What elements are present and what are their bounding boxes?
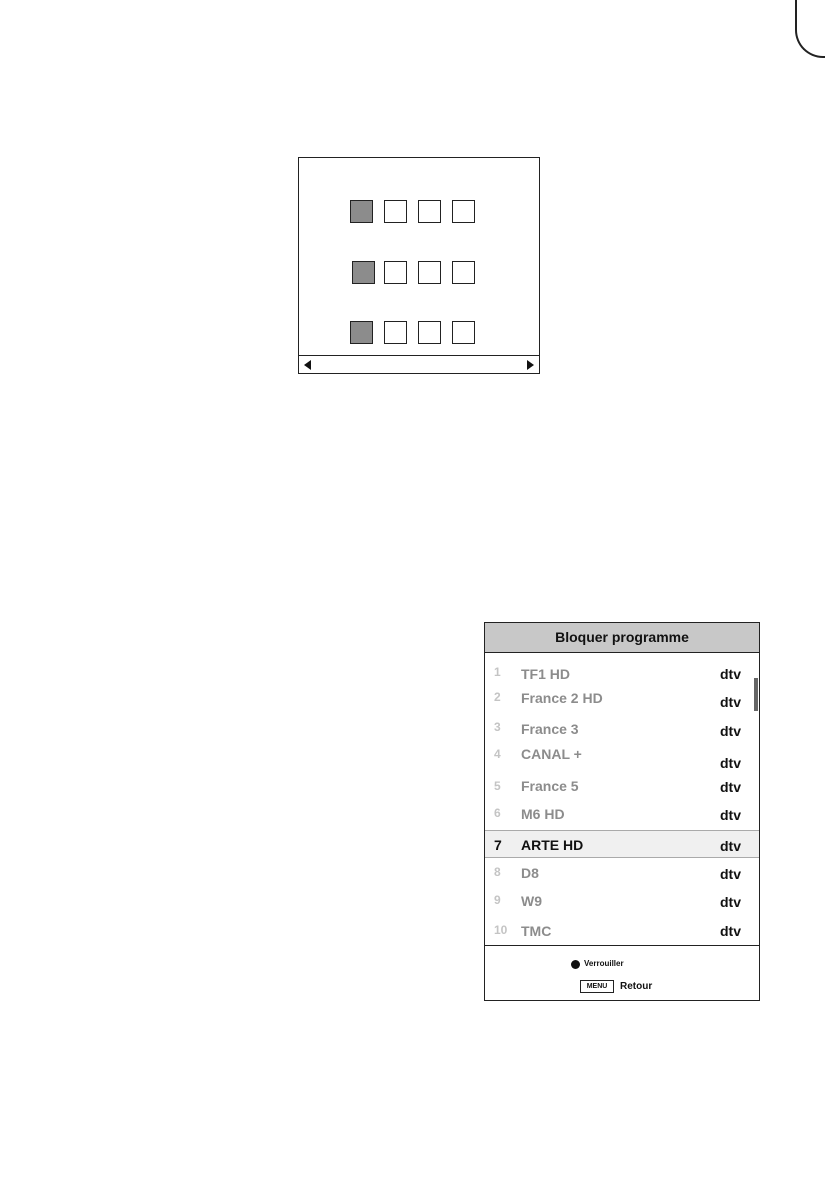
channel-row[interactable] bbox=[485, 661, 759, 689]
page-edge-decoration bbox=[795, 0, 825, 58]
record-dot-icon bbox=[571, 960, 580, 969]
channel-name: D8 bbox=[521, 865, 539, 881]
menu-title: Bloquer programme bbox=[485, 623, 759, 653]
pin-digit-box[interactable] bbox=[418, 200, 441, 223]
channel-row[interactable] bbox=[485, 830, 759, 858]
pin-digit-box[interactable] bbox=[418, 261, 441, 284]
channel-name: France 5 bbox=[521, 778, 579, 794]
channel-number: 2 bbox=[494, 690, 501, 704]
channel-name: France 3 bbox=[521, 721, 579, 737]
channel-source: dtv bbox=[720, 755, 741, 771]
channel-source: dtv bbox=[720, 694, 741, 710]
menu-key-icon[interactable]: MENU bbox=[580, 980, 614, 993]
menu-footer bbox=[485, 945, 759, 1000]
pin-entry-dialog bbox=[298, 157, 540, 374]
channel-row[interactable] bbox=[485, 860, 759, 888]
channel-source: dtv bbox=[720, 923, 741, 939]
channel-number: 10 bbox=[494, 923, 508, 937]
lock-program-menu bbox=[484, 622, 760, 1001]
pin-row-3 bbox=[350, 321, 480, 345]
channel-name: ARTE HD bbox=[521, 837, 584, 853]
arrow-left-icon[interactable] bbox=[304, 360, 311, 370]
channel-source: dtv bbox=[720, 894, 741, 910]
channel-source: dtv bbox=[720, 779, 741, 795]
channel-source: dtv bbox=[720, 866, 741, 882]
pin-digit-box[interactable] bbox=[350, 200, 373, 223]
channel-number: 3 bbox=[494, 720, 501, 734]
channel-number: 1 bbox=[494, 665, 501, 679]
channel-row[interactable] bbox=[485, 888, 759, 916]
channel-source: dtv bbox=[720, 666, 741, 682]
arrow-right-icon[interactable] bbox=[527, 360, 534, 370]
back-hint-label: Retour bbox=[620, 981, 653, 992]
pin-digit-box[interactable] bbox=[352, 261, 375, 284]
channel-name: TF1 HD bbox=[521, 666, 570, 682]
pin-digit-box[interactable] bbox=[350, 321, 373, 344]
pin-row-2 bbox=[352, 261, 482, 285]
channel-name: TMC bbox=[521, 923, 552, 939]
channel-source: dtv bbox=[720, 838, 741, 854]
pin-digit-box[interactable] bbox=[384, 200, 407, 223]
channel-name: M6 HD bbox=[521, 806, 565, 822]
channel-number: 7 bbox=[494, 837, 502, 853]
pin-digit-box[interactable] bbox=[452, 261, 475, 284]
channel-row[interactable] bbox=[485, 774, 759, 802]
channel-number: 5 bbox=[494, 779, 501, 793]
pin-digit-box[interactable] bbox=[452, 200, 475, 223]
pin-digit-box[interactable] bbox=[384, 261, 407, 284]
pin-digit-box[interactable] bbox=[418, 321, 441, 344]
pin-digit-box[interactable] bbox=[384, 321, 407, 344]
channel-name: France 2 HD bbox=[521, 690, 603, 706]
channel-row[interactable] bbox=[485, 717, 759, 745]
channel-source: dtv bbox=[720, 723, 741, 739]
pin-row-1 bbox=[350, 200, 480, 224]
channel-name: W9 bbox=[521, 893, 542, 909]
channel-number: 9 bbox=[494, 893, 501, 907]
channel-number: 6 bbox=[494, 806, 501, 820]
channel-row[interactable] bbox=[485, 688, 759, 716]
channel-name: CANAL + bbox=[521, 746, 582, 762]
channel-number: 4 bbox=[494, 747, 501, 761]
channel-number: 8 bbox=[494, 865, 501, 879]
channel-source: dtv bbox=[720, 807, 741, 823]
channel-row[interactable] bbox=[485, 917, 759, 945]
channel-row[interactable] bbox=[485, 801, 759, 829]
pin-digit-box[interactable] bbox=[452, 321, 475, 344]
lock-hint-label: Verrouiller bbox=[584, 959, 624, 968]
pin-navigation-bar bbox=[299, 355, 539, 373]
channel-row[interactable] bbox=[485, 744, 759, 772]
scrollbar-thumb[interactable] bbox=[754, 678, 758, 711]
